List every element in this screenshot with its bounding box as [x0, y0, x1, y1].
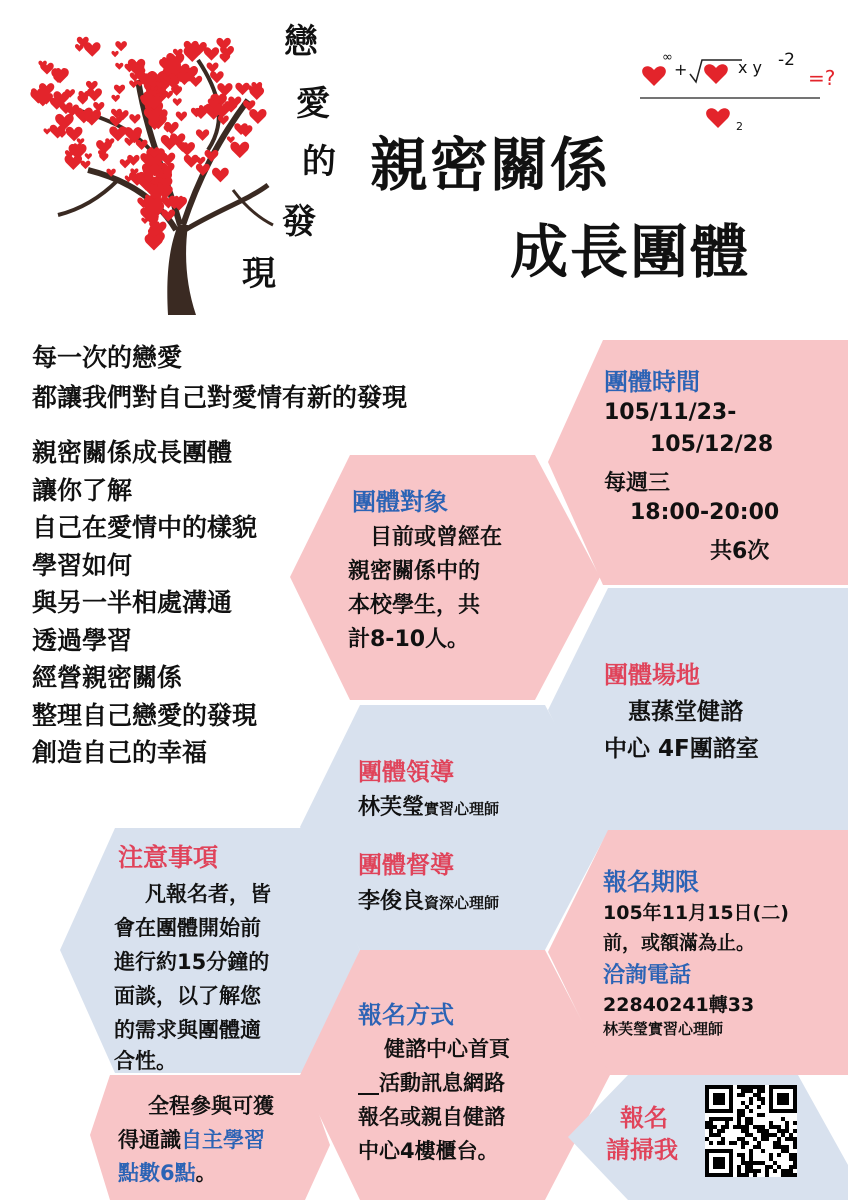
heart-icon — [196, 129, 209, 141]
heart-icon — [43, 128, 50, 134]
heart-icon — [196, 164, 210, 176]
credit-text: 得通識 — [118, 1128, 181, 1152]
vertical-title-char: 發 — [282, 202, 316, 242]
leader-heading: 團體領導 — [358, 758, 454, 786]
scan-label-2: 請掃我 — [606, 1136, 678, 1164]
vertical-title-char: 現 — [242, 254, 276, 294]
equation-exp: ∞ — [662, 50, 673, 65]
intro-line: 整理自己戀愛的發現 — [32, 701, 258, 730]
credit-line2 — [118, 1124, 265, 1154]
heart-icon — [115, 63, 123, 70]
leader-info — [358, 790, 499, 821]
intro-line: 經營親密關係 — [32, 663, 183, 692]
notice-line: 合性。 — [114, 1049, 177, 1073]
venue-line2: 中心 4F團諮室 — [604, 736, 759, 762]
supervisor-name: 李俊良 — [358, 889, 425, 914]
deadline-line1: 105年11月15日(二) — [603, 902, 789, 924]
leader-role: 實習心理師 — [424, 800, 500, 818]
signup-heading: 報名方式 — [358, 1001, 454, 1029]
notice-line: 面談，以了解您 — [114, 984, 261, 1008]
equation-equals: =? — [808, 66, 836, 90]
title-line-2: 成長團體 — [510, 218, 751, 286]
heart-icon — [87, 88, 102, 101]
notice-line: 凡報名者，皆 — [145, 882, 271, 906]
target-line: 親密關係中的 — [348, 559, 481, 584]
time-hours: 18:00-20:00 — [630, 500, 780, 525]
supervisor-role: 資深心理師 — [424, 894, 500, 912]
heart-icon — [173, 98, 182, 106]
intro-line: 學習如何 — [32, 551, 133, 580]
intro-line: 都讓我們對自己對愛情有新的發現 — [32, 383, 408, 412]
heart-icon — [230, 142, 249, 158]
heart-equation — [640, 40, 840, 150]
intro-line: 親密關係成長團體 — [32, 438, 233, 467]
equation-minus2: -2 — [778, 50, 795, 70]
venue-heading: 團體場地 — [604, 661, 700, 689]
vertical-title — [242, 14, 362, 294]
heart-icon — [84, 42, 101, 56]
heart-icon — [212, 168, 229, 183]
target-line: 目前或曾經在 — [370, 525, 503, 550]
heart-icon — [204, 47, 219, 60]
supervisor-heading: 團體督導 — [358, 851, 454, 879]
signup-line: __活動訊息網路 — [358, 1071, 505, 1095]
signup-qr-code[interactable] — [705, 1085, 797, 1177]
vertical-title-char: 愛 — [296, 84, 330, 124]
signup-line: 健諮中心首頁 — [384, 1037, 510, 1061]
intro-line: 與另一半相處溝通 — [32, 588, 233, 617]
time-date1: 105/11/23- — [604, 400, 737, 425]
heart-icon — [207, 62, 219, 72]
phone-number: 22840241轉33 — [603, 994, 755, 1016]
vertical-title-char: 的 — [302, 142, 336, 182]
heart-icon — [114, 85, 125, 95]
intro-line: 自己在愛情中的樣貌 — [32, 513, 258, 542]
heart-icon — [642, 66, 666, 86]
credit-highlight: 點數6點 — [118, 1161, 196, 1185]
target-line: 本校學生，共 — [348, 593, 481, 618]
heart-icon — [115, 41, 127, 51]
supervisor-info — [358, 884, 499, 915]
credit-line3 — [118, 1157, 217, 1187]
heart-icon — [176, 111, 187, 121]
equation-plus: + — [674, 60, 688, 79]
notice-line: 的需求與團體適 — [114, 1018, 261, 1042]
heart-icon — [161, 210, 175, 222]
signup-line: 中心4樓櫃台。 — [358, 1139, 499, 1163]
credit-text: 。 — [195, 1161, 217, 1185]
heart-icon — [85, 153, 92, 159]
notice-line: 會在團體開始前 — [114, 916, 261, 940]
heart-icon — [111, 51, 118, 57]
time-date2: 105/12/28 — [650, 432, 774, 457]
phone-heading: 洽詢電話 — [603, 963, 692, 988]
heart-icon — [249, 109, 266, 124]
equation-sub: 2 — [736, 120, 743, 133]
notice-line: 進行約15分鐘的 — [114, 950, 270, 974]
signup-line: 報名或親自健諮 — [358, 1105, 505, 1129]
heart-icon — [235, 83, 249, 96]
intro-line: 每一次的戀愛 — [32, 343, 183, 372]
heart-icon — [129, 114, 140, 124]
heart-icon — [704, 64, 728, 84]
heart-icon — [111, 95, 120, 102]
time-heading: 團體時間 — [604, 368, 700, 396]
target-heading: 團體對象 — [352, 488, 448, 516]
target-line: 計8-10人。 — [348, 627, 470, 652]
intro-line: 創造自己的幸福 — [32, 738, 208, 767]
deadline-heading: 報名期限 — [603, 868, 699, 896]
notice-heading: 注意事項 — [118, 843, 219, 872]
leader-name: 林芙瑩 — [358, 795, 425, 820]
vertical-title-char: 戀 — [284, 22, 318, 62]
heart-icon — [196, 157, 206, 166]
credit-highlight: 自主學習 — [181, 1128, 265, 1152]
credit-line1: 全程參與可獲 — [148, 1094, 274, 1118]
phone-contact: 林芙瑩實習心理師 — [603, 1020, 724, 1038]
venue-line1: 惠蓀堂健諮 — [628, 699, 743, 725]
deadline-line2: 前，或額滿為止。 — [603, 932, 756, 954]
intro-line: 讓你了解 — [32, 476, 133, 505]
time-count: 共6次 — [710, 539, 770, 564]
heart-icon — [706, 108, 730, 128]
intro-line: 透過學習 — [32, 626, 133, 655]
scan-label-1: 報名 — [620, 1104, 668, 1132]
equation-xy: x y — [738, 58, 763, 77]
title-line-1: 親密關係 — [370, 131, 611, 199]
time-weekday: 每週三 — [604, 471, 671, 496]
